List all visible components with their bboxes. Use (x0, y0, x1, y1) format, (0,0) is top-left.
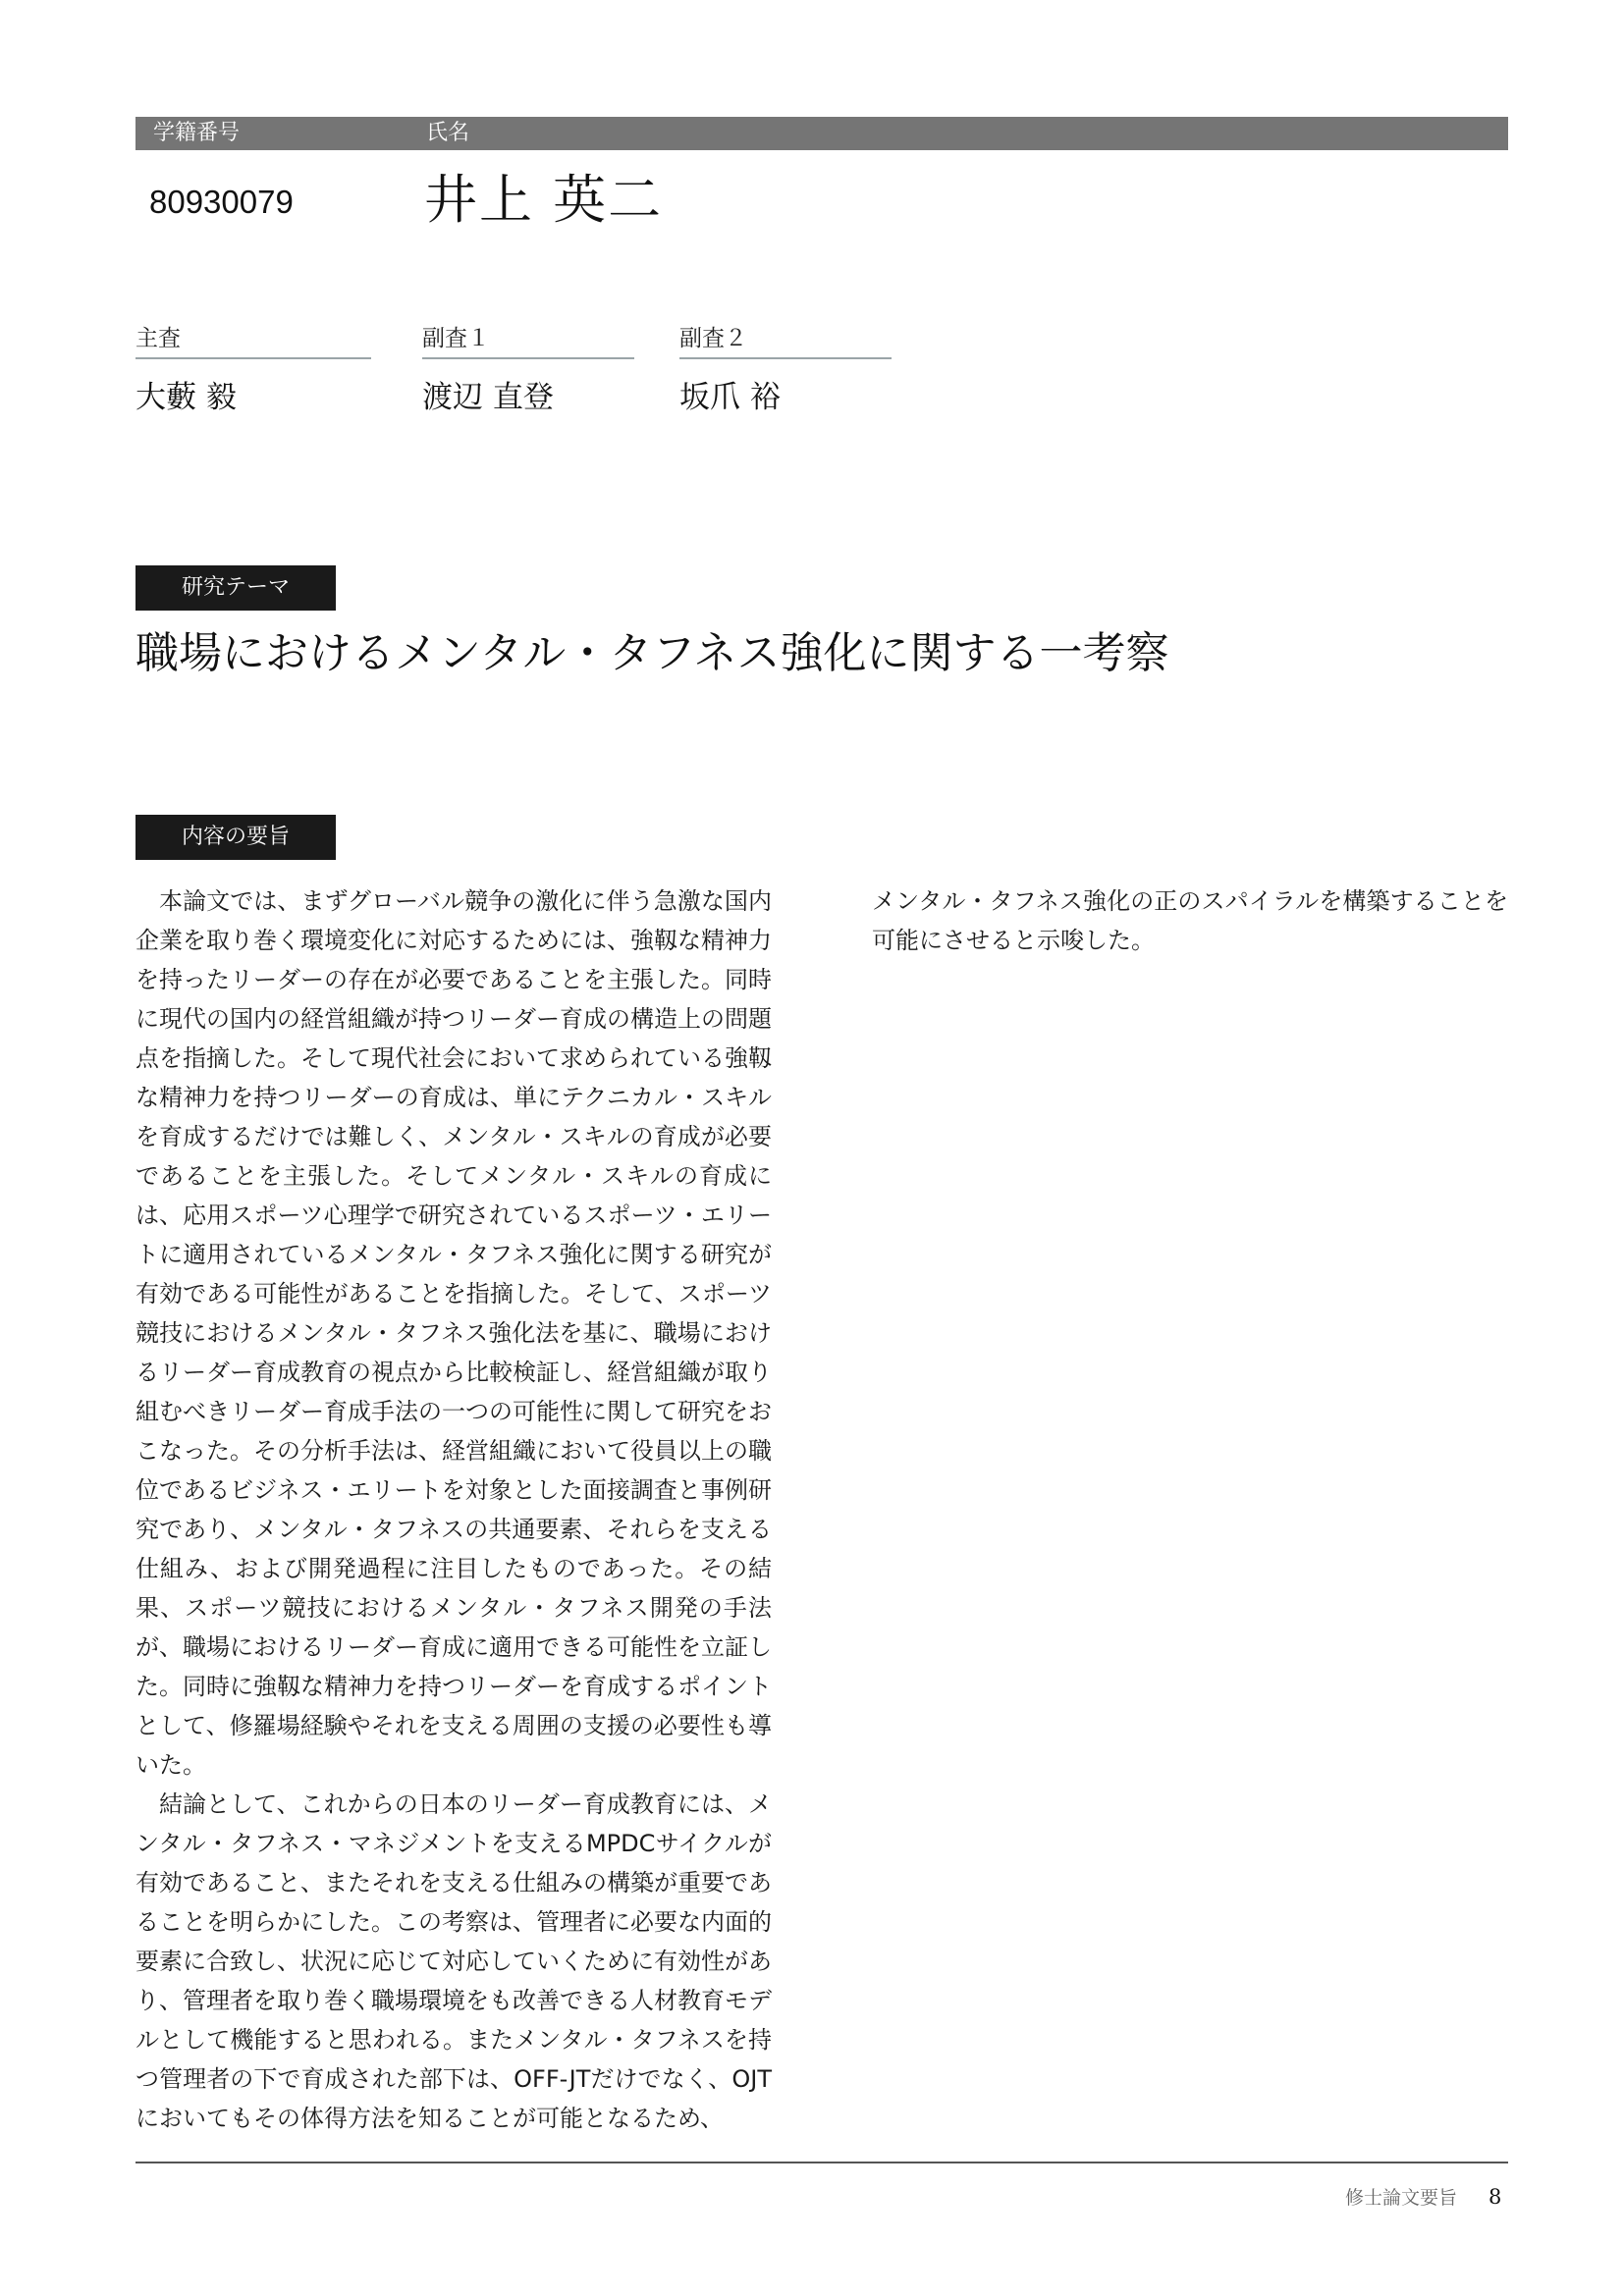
examiner-name: 坂爪 裕 (679, 380, 781, 415)
name-label: 氏名 (426, 121, 470, 145)
summary-left-column (135, 881, 772, 2138)
theme-title: 職場におけるメンタル・タフネス強化に関する一考察 (135, 628, 1169, 678)
examiner-role: 副査１ (422, 324, 634, 359)
student-id-label: 学籍番号 (153, 121, 241, 145)
summary-paragraph: 結論として、これからの日本のリーダー育成教育には、メンタル・タフネス・マネジメントを支えるMPDCサイクルが有効であること、またそれを支える仕組みの構築が重要であることを明らかにした。この考察は、管理者に必要な内面的要素に合致し、状況に応じて対応していくために有効性があり、管理者を取り巻く職場環境をも改善できる人材教育モデルとして機能すると思われる。またメンタル・タフネスを持つ管理者の下で育成された部下は、OFF-JTだけでなく、OJTにおいてもその体得方法を知ることが可能となるため、 (135, 1790, 772, 2132)
summary-right-column (872, 881, 1508, 960)
summary-paragraph: メンタル・タフネス強化の正のスパイラルを構築することを可能にさせると示唆した。 (872, 887, 1508, 954)
examiner-name: 渡辺 直登 (422, 380, 554, 415)
student-name: 井上 英二 (424, 169, 664, 231)
examiner-role: 主査 (135, 324, 371, 359)
footer-rule (135, 2162, 1508, 2163)
page-number: 8 (1489, 2185, 1502, 2209)
examiner-name: 大藪 毅 (135, 380, 237, 415)
examiner-chief (135, 324, 371, 416)
header-bar (135, 117, 1508, 150)
examiner-vice-1 (422, 324, 634, 416)
examiner-role: 副査２ (679, 324, 892, 359)
theme-tag: 研究テーマ (135, 565, 336, 611)
footer-label: 修士論文要旨 (1345, 2187, 1458, 2209)
examiner-vice-2 (679, 324, 892, 416)
student-id: 80930079 (149, 184, 294, 220)
summary-tag: 内容の要旨 (135, 815, 336, 860)
summary-paragraph: 本論文では、まずグローバル競争の激化に伴う急激な国内企業を取り巻く環境変化に対応するためには、強靱な精神力を持ったリーダーの存在が必要であることを主張した。同時に現代の国内の経営組織が持つリーダー育成の構造上の問題点を指摘した。そして現代社会において求められている強靱な精神力を持つリーダーの育成は、単にテクニカル・スキルを育成するだけでは難しく、メンタル・スキルの育成が必要であることを主張した。そしてメンタル・スキルの育成には、応用スポーツ心理学で研究されているスポーツ・エリートに適用されているメンタル・タフネス強化に関する研究が有効である可能性があることを指摘した。そして、スポーツ競技におけるメンタル・タフネス強化法を基に、職場におけるリーダー育成教育の視点から比較検証し、経営組織が取り組むべきリーダー育成手法の一つの可能性に関して研究をおこなった。その分析手法は、経営組織において役員以上の職位であるビジネス・エリートを対象とした面接調査と事例研究であり、メンタル・タフネスの共通要素、それらを支える仕組み、および開発過程に注目したものであった。その結果、スポーツ競技におけるメンタル・タフネス開発の手法が、職場におけるリーダー育成に適用できる可能性を立証した。同時に強靱な精神力を持つリーダーを育成するポイントとして、修羅場経験やそれを支える周囲の支援の必要性も導いた。 (135, 887, 772, 1779)
